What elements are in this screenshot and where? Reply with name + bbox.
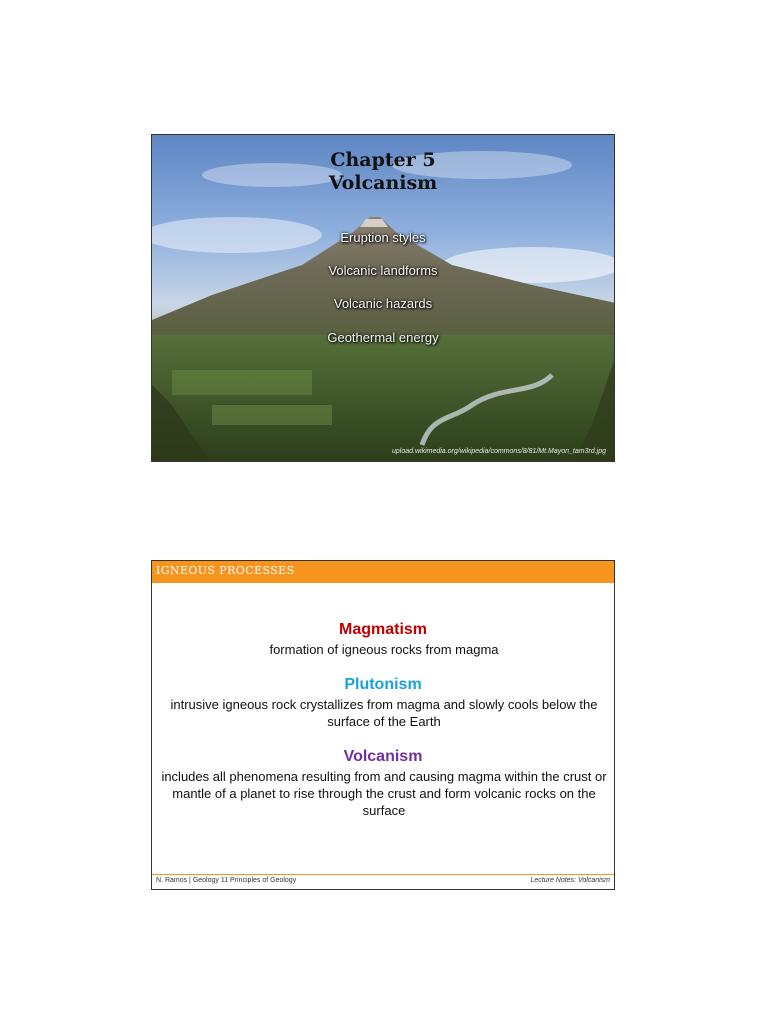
- igneous-processes-slide: [151, 560, 615, 890]
- topic-item-volcanic-hazards: Volcanic hazards: [333, 296, 433, 311]
- footer-course: N. Ramos | Geology 11 Principles of Geology: [156, 877, 297, 884]
- magmatism-definition: formation of igneous rocks from magma: [269, 642, 499, 657]
- slide-title-topic: Volcanism: [328, 172, 438, 194]
- magmatism-heading: Magmatism: [338, 621, 428, 638]
- volcanism-heading: Volcanism: [343, 748, 423, 765]
- plutonism-heading: Plutonism: [344, 676, 422, 693]
- topic-item-eruption-styles: Eruption styles: [340, 230, 426, 245]
- footer-divider: [152, 874, 614, 875]
- topic-item-geothermal-energy: Geothermal energy: [327, 330, 439, 345]
- image-credit: upload.wikimedia.org/wikipedia/commons/8/81/Mt.Mayon_tam3rd.jpg: [392, 448, 606, 455]
- title-slide: [151, 134, 615, 462]
- slide-header-title: IGNEOUS PROCESSES: [156, 564, 295, 577]
- volcanism-definition: includes all phenomena resulting from and causing magma within the crust or mantle of a planet to rise through the crust and form volcanic rocks on the surface: [161, 769, 607, 818]
- plutonism-definition: intrusive igneous rock crystallizes from magma and slowly cools below the surface of the Earth: [170, 697, 598, 729]
- slide-title-chapter: Chapter 5: [330, 149, 436, 171]
- slide-header-bar: [152, 561, 614, 583]
- topic-item-volcanic-landforms: Volcanic landforms: [328, 263, 438, 278]
- footer-lecture: Lecture Notes: Volcanism: [530, 877, 610, 884]
